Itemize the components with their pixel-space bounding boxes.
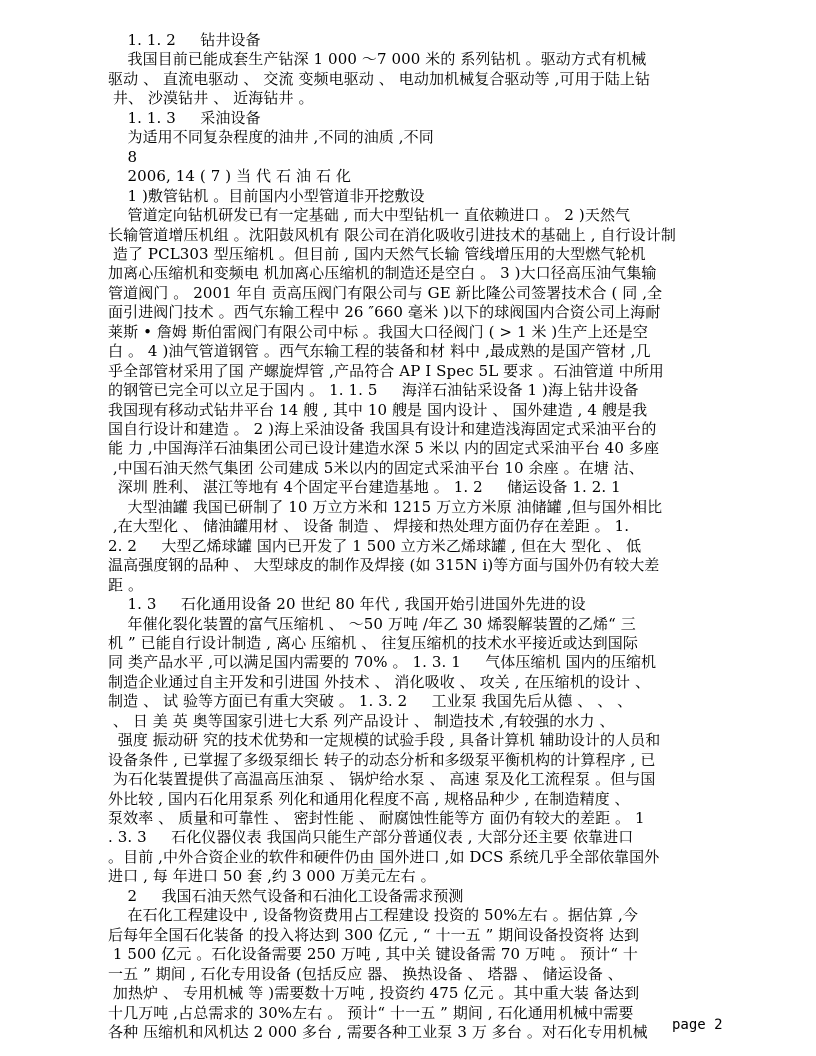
text-line: 加热炉 、 专用机械 等 )需要数十万吨 , 投资约 475 亿元 。其中重大装 备达到 (108, 984, 640, 1003)
text-line: ,中国石油天然气集团 公司建成 5米以内的固定式采油平台 10 余座 。在塘 沽、 (108, 458, 644, 477)
text-line: 机 ” 已能自行设计制造 , 离心 压缩机 、 往复压缩机的技术水平接近或达到国际 (108, 633, 638, 652)
text-line: 同 类产品水平 ,可以满足国内需要的 70% 。 1. 3. 1 气体压缩机 国内的压缩机 (108, 653, 657, 672)
text-line: ,在大型化 、 储油罐用材 、 设备 制造 、 焊接和热处理方面仍存在差距 。 1. (108, 517, 630, 536)
text-line: 进口 , 每 年进口 50 套 ,约 3 000 万美元左右 。 (108, 867, 436, 886)
text-line: 国自行设计和建造 。 2 )海上采油设备 我国具有设计和建造浅海固定式采油平台的 (108, 420, 657, 438)
text-line: 8 (108, 147, 138, 166)
text-line: 长输管道增压机组 。沈阳鼓风机有 限公司在消化吸收引进技术的基础上 , 自行设计制 (108, 225, 676, 244)
text-line: 管道阀门 。 2001 年自 贡高压阀门有限公司与 GE 新比隆公司签署技术合 ( 同 ,全 (108, 283, 663, 302)
text-line: 1. 1. 2 钻井设备 (108, 31, 261, 49)
text-line: 2. 2 大型乙烯球罐 国内已开发了 1 500 立方米乙烯球罐 , 但在大 型化 、 低 (108, 536, 642, 555)
text-line: 十几万吨 ,占总需求的 30%左右 。 预计“ 十一五 ” 期间 , 石化通用机械中需要 (108, 1003, 634, 1022)
text-line: 在石化工程建设中 , 设备物资费用占工程建设 投资的 50%左右 。据估算 ,今 (108, 906, 638, 925)
text-line: 造了 PCL303 型压缩机 。但目前 , 国内天然气长输 管线增压用的大型燃气轮机 (108, 244, 646, 263)
text-line: 1. 1. 3 采油设备 (108, 108, 261, 127)
text-line: 深圳 胜利、 湛江等地有 4个固定平台建造基地 。 1. 2 储运设备 1. 2. 1 (108, 478, 621, 497)
text-line: 我国目前已能成套生产钻深 1 000 ～7 000 米的 系列钻机 。驱动方式有机械 (108, 50, 647, 69)
text-line: 为石化装置提供了高温高压油泵 、 锅炉给水泵 、 高速 泵及化工流程泵 。但与国 (108, 770, 656, 789)
text-line: 泵效率 、 质量和可靠性 、 密封性能 、 耐腐蚀性能等方 面仍有较大的差距 。 1 (108, 809, 645, 827)
text-line: 2 我国石油天然气设备和石油化工设备需求预测 (108, 886, 464, 905)
text-line: 能 力 ,中国海洋石油集团公司已设计建造水深 5 米以 内的固定式采油平台 40 多座 (108, 439, 660, 458)
text-line: 乎全部管材采用了国 产螺旋焊管 ,产品符合 AP I Spec 5L 要求 。石油管道 中所用 (108, 361, 664, 380)
text-line: 加离心压缩机和变频电 机加离心压缩机的制造还是空白 。 3 )大口径高压油气集输 (108, 264, 657, 283)
text-line: 、 日 美 英 奥等国家引进七大系 列产品设计 、 制造技术 ,有较强的水力 、 (108, 711, 615, 730)
text-line: 为适用不同复杂程度的油井 ,不同的油质 ,不同 (108, 128, 434, 147)
text-line: 1. 3 石化通用设备 20 世纪 80 年代 , 我国开始引进国外先进的设 (108, 595, 586, 614)
text-line: 距 。 (108, 575, 144, 594)
text-line: . 3. 3 石化仪器仪表 我国尚只能生产部分普通仪表 , 大部分还主要 依靠进口 (108, 828, 634, 847)
text-line: 后每年全国石化装备 的投入将达到 300 亿元 , “ 十一五 ” 期间设备投资将 达到 (108, 925, 640, 944)
text-line: 1 )敷管钻机 。目前国内小型管道非开挖敷设 (108, 186, 425, 205)
text-line: 大型油罐 我国已研制了 10 万立方米和 1215 万立方米原 油储罐 ,但与国外相比 (108, 497, 663, 516)
text-line: 1 500 亿元 。石化设备需要 250 万吨 , 其中关 键设备需 70 万吨 。 预计“ 十 (108, 945, 638, 964)
text-line: 管道定向钻机研发已有一定基础 , 而大中型钻机一 直依赖进口 。 2 )天然气 (108, 206, 631, 225)
text-line: 的钢管已完全可以立足于国内 。 1. 1. 5 海洋石油钻采设备 1 )海上钻井设备 (108, 381, 639, 400)
text-line: 我国现有移动式钻井平台 14 艘 , 其中 10 艘是 国内设计 、 国外建造 , 4 艘是我 (108, 400, 648, 419)
text-line: 制造 、 试 验等方面已有重大突破 。 1. 3. 2 工业泵 我国先后从德 、 、 、 (108, 692, 633, 711)
text-line: 面引进阀门技术 。西气东输工程中 26 ″660 毫米 )以下的球阀国内合资公司上海耐 (108, 303, 661, 322)
text-line: 设备条件 , 已掌握了多级泵细长 转子的动态分析和多级泵平衡机构的计算程序 , 已 (108, 750, 656, 769)
text-line: 外比较 , 国内石化用泵系 列化和通用化程度不高 , 规格品种少 , 在制造精度 、 (108, 789, 630, 808)
text-line: 温高强度钢的品种 、 大型球皮的制作及焊接 (如 315N i)等方面与国外仍有较大差 (108, 556, 660, 575)
page-number: page 2 (672, 1017, 723, 1033)
text-line: 年催化裂化装置的富气压缩机 、 ～50 万吨 /年乙 30 烯裂解装置的乙烯“ 三 (108, 614, 636, 633)
text-line: 制造企业通过自主开发和引进国 外技术 、 消化吸收 、 攻关 , 在压缩机的设计 、 (108, 672, 651, 691)
text-line: 2006, 14 ( 7 ) 当 代 石 油 石 化 (108, 167, 352, 186)
text-line: 白 。 4 )油气管道钢管 。西气东输工程的装备和材 料中 ,最成熟的是国产管材 ,几 (108, 342, 651, 361)
text-line: 井、 沙漠钻井 、 近海钻井 。 (108, 89, 314, 108)
text-line: 莱斯 • 詹姆 斯伯雷阀门有限公司中标 。我国大口径阀门 ( > 1 米 )生产上还是空 (108, 322, 648, 341)
text-line: 。目前 ,中外合资企业的软件和硬件仍由 国外进口 ,如 DCS 系统几乎全部依靠国外 (108, 847, 660, 866)
text-line: 驱动 、 直流电驱动 、 交流 变频电驱动 、 电动加机械复合驱动等 ,可用于陆上钻 (108, 69, 651, 88)
text-line: 一五 ” 期间 , 石化专用设备 (包括反应 器、 换热设备 、 塔器 、 储运设备 、 (108, 964, 623, 983)
text-line: 各种 压缩机和风机达 2 000 多台 , 需要各种工业泵 3 万 多台 。对石化专用机械 (108, 1022, 648, 1041)
text-line: 强度 振动研 究的技术优势和一定规模的试验手段 , 具备计算机 辅助设计的人员和 (108, 731, 661, 750)
